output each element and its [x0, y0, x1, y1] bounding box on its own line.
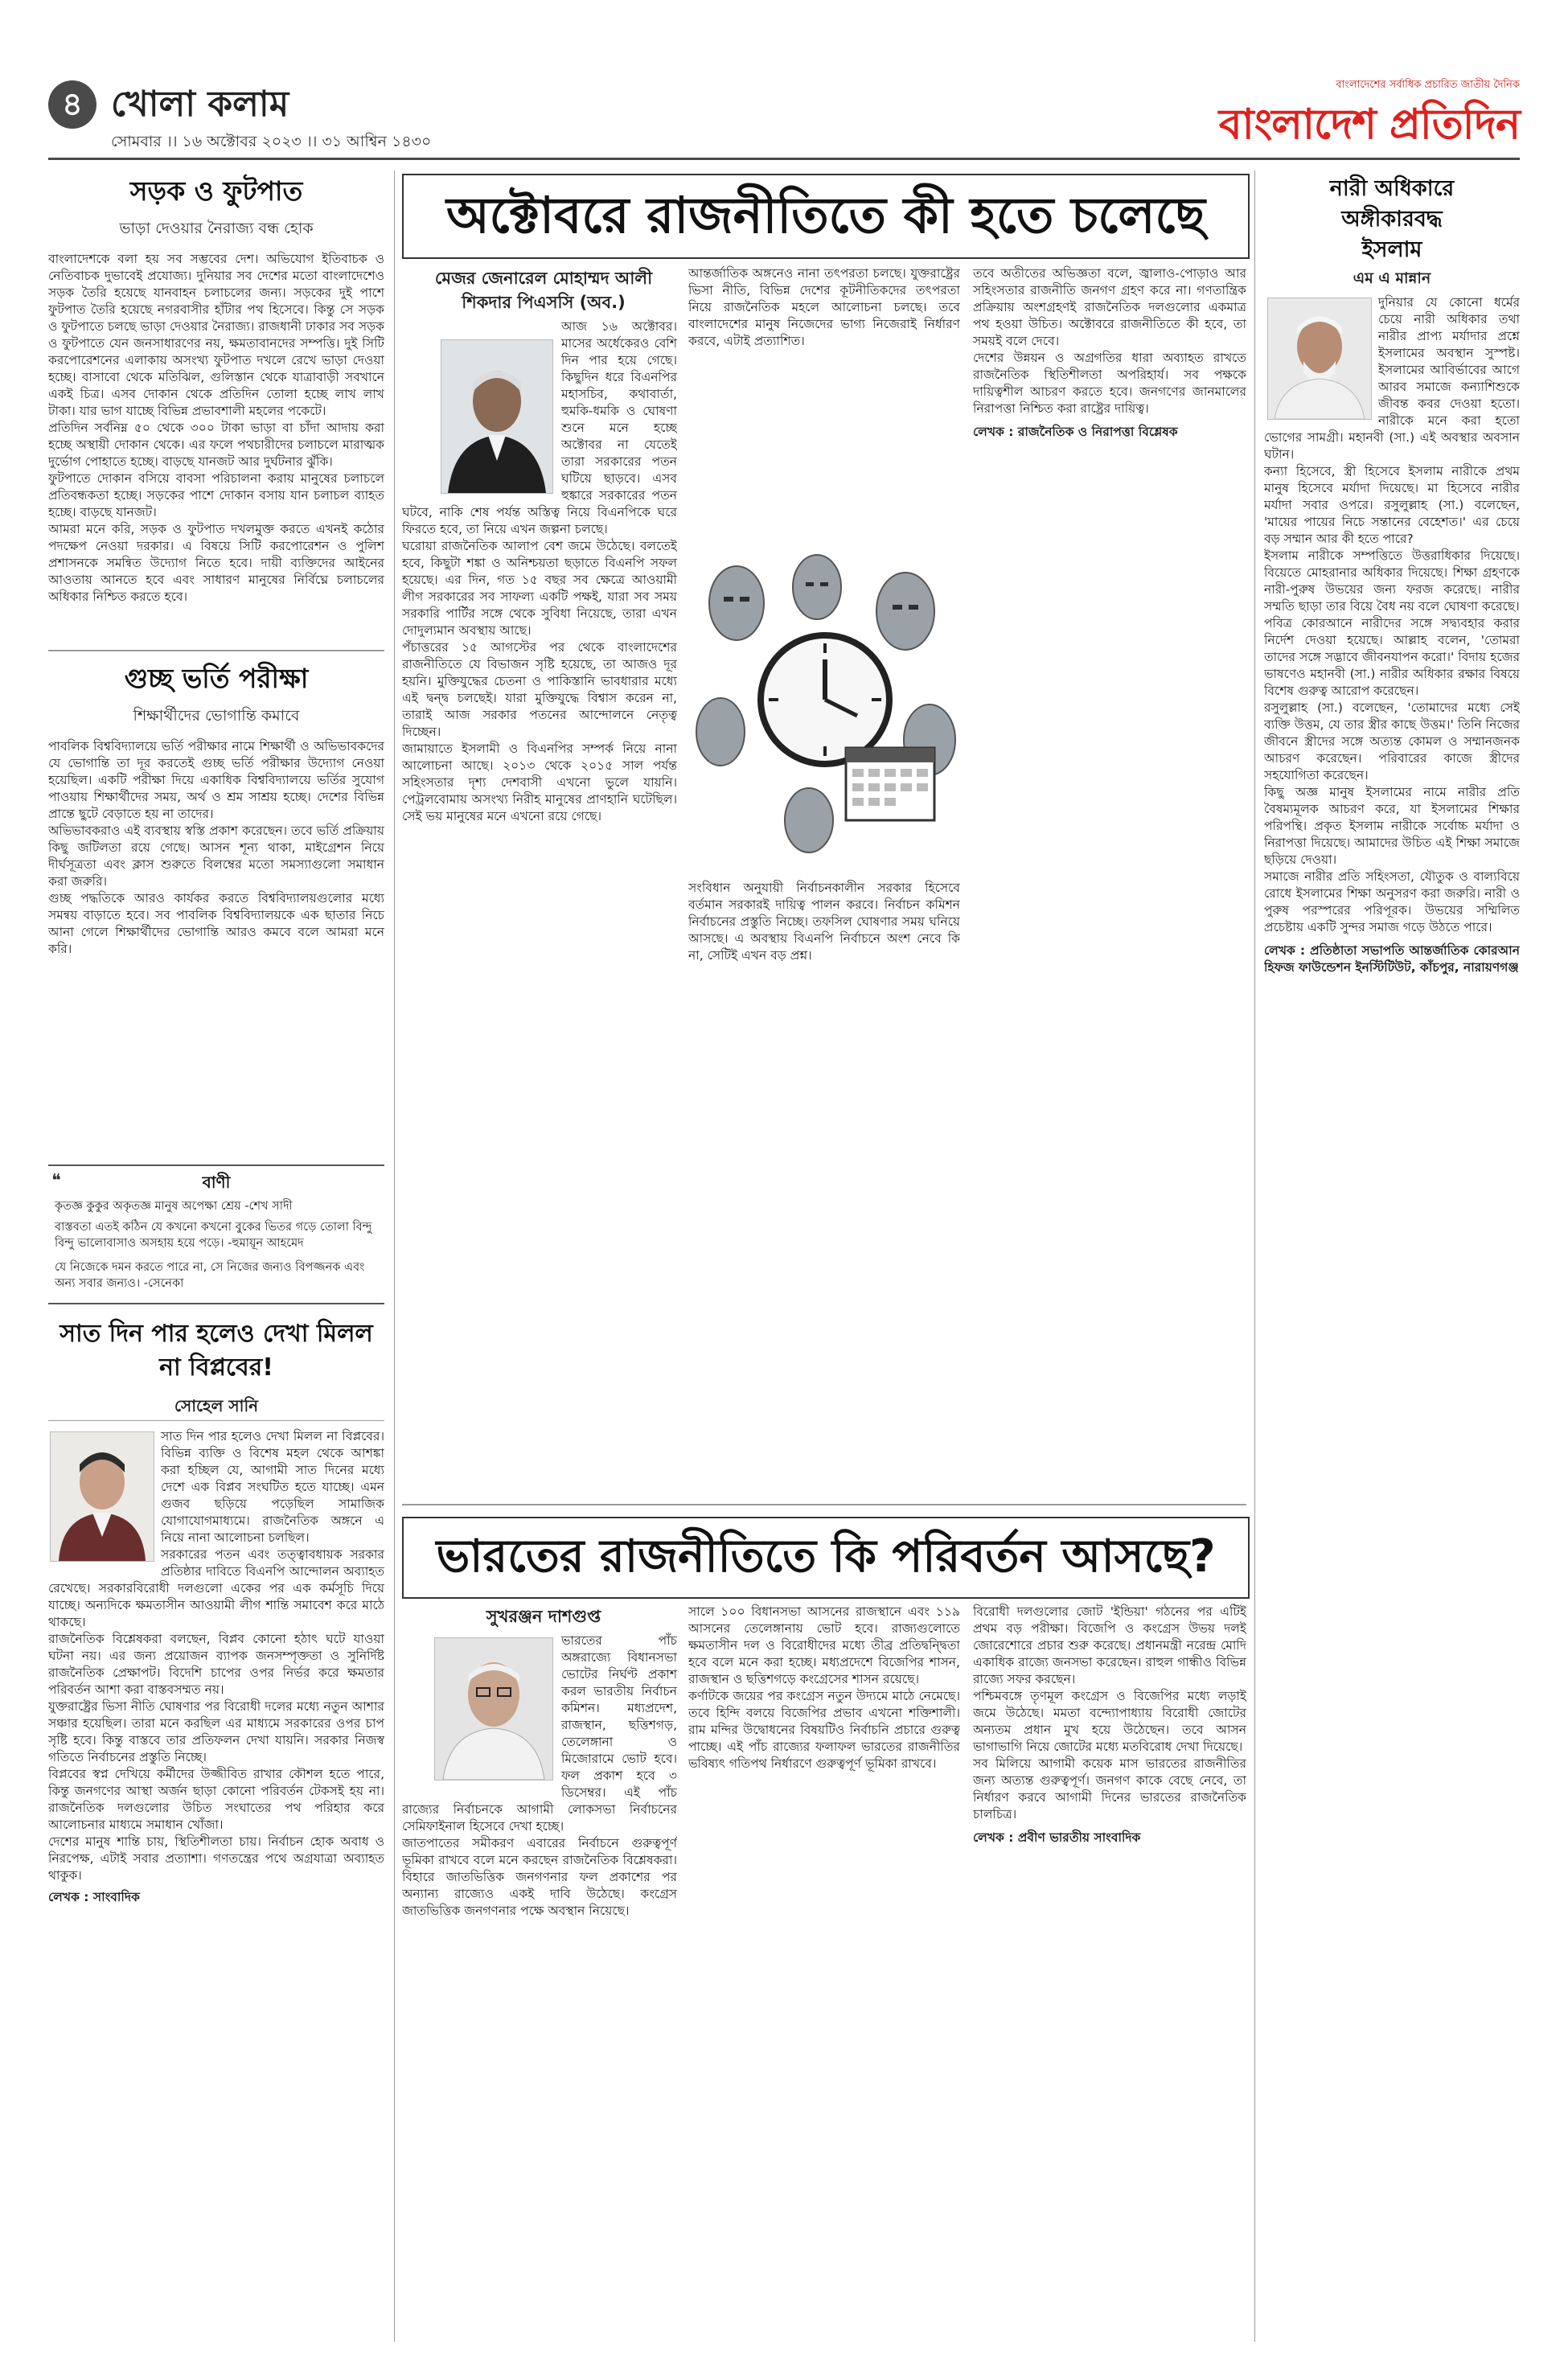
article-paragraph: আন্তর্জাতিক অঙ্গনেও নানা তৎপরতা চলছে। যুক্তরাষ্ট্রের ভিসা নীতি, বিভিন্ন দেশের কূটনীতিকদের তৎপরতা নিয়ে রাজনৈতিক মহলে আলোচনা চলছে। তবে বাংলাদেশের মানুষ নিজেদের ভাগ্য নিজেরাই নির্ধারণ করবে, এটাই প্রত্যাশিত।: [688, 266, 960, 348]
main-headline: অক্টোবরে রাজনীতিতে কী হতে চলেছে: [445, 186, 1206, 244]
article-paragraph: সব মিলিয়ে আগামী কয়েক মাস ভারতের রাজনীতির জন্য অত্যন্ত গুরুত্বপূর্ণ। জনগণ কাকে বেছে নেবে, তা নির্ধারণ করবে আগামী দিনের ভারতের রাজনৈতিক চালচিত্র।: [973, 1756, 1246, 1822]
article-paragraph: কন্যা হিসেবে, স্ত্রী হিসেবে ইসলাম নারীকে প্রথম মানুষ হিসেবে মর্যাদা দিয়েছে। মা হিসেবে নারীর মর্যাদা সবার ওপরে। রসুলুল্লাহ (সা.) বলেছেন, 'মায়ের পায়ের নিচে সন্তানের বেহেশত।' এর চেয়ে বড় সম্মান আর কী হতে পারে?: [1264, 464, 1520, 546]
illustration: [688, 547, 962, 869]
column-divider: [394, 170, 395, 2342]
article-paragraph: কর্ণাটকে জয়ের পর কংগ্রেস নতুন উদ্যমে মাঠে নেমেছে। তবে হিন্দি বলয়ে বিজেপির প্রভাব এখনো শক্তিশালী। রাম মন্দির উদ্বোধনের বিষয়টিও নির্বাচনি প্রচারে গুরুত্ব পাচ্ছে। এই পাঁচ রাজ্যের ফলাফল ভারতের রাজনীতির ভবিষ্যৎ গতিপথ নির্ধারণে গুরুত্বপূর্ণ ভূমিকা রাখবে।: [688, 1689, 960, 1771]
editorial-paragraph: প্রতিদিন সর্বনিম্ন ৫০ থেকে ৩০০ টাকা ভাড়া বা চাঁদা আদায় করা হচ্ছে অস্থায়ী দোকান থেকে। এর ফলে পথচারীদের চলাচলে মারাত্মক দুর্ভোগ পোহাতে হচ্ছে। বাড়ছে যানজট আর দুর্ঘটনার ঝুঁকি।: [48, 421, 384, 469]
date-line: সোমবার ।। ১৬ অক্টোবর ২০২৩ ।। ৩১ আশ্বিন ১৪৩০: [111, 133, 432, 150]
article-paragraph: বিরোধী দলগুলোর জোট 'ইন্ডিয়া' গঠনের পর এটিই প্রথম বড় পরীক্ষা। বিজেপি ও কংগ্রেস উভয় দলই জোরেশোরে প্রচার শুরু করেছে। প্রধানমন্ত্রী নরেন্দ্র মোদি একাধিক রাজ্যে জনসভা করেছেন। রাহুল গান্ধীও বিভিন্ন রাজ্যে সফর করছেন।: [973, 1604, 1246, 1686]
second-author: সুখরঞ্জন দাশগুপ্ত: [486, 1607, 601, 1626]
article-paragraph: পঁচাত্তরের ১৫ আগস্টের পর থেকে বাংলাদেশের রাজনীতিতে যে বিভাজন সৃষ্টি হয়েছে, তা আজও দূর হয়নি। মুক্তিযুদ্ধের চেতনা ও পাকিস্তানি ভাবধারার মধ্যে এই দ্বন্দ্ব চলছেই। যারা মুক্তিযুদ্ধে বিশ্বাস করেন না, তারাই আজ সরকার পতনের আন্দোলনে নেতৃত্ব দিচ্ছেন।: [402, 640, 677, 739]
quote-label: বাণী: [202, 1173, 231, 1192]
quote-box: [48, 1164, 384, 1304]
second-headline: ভারতের রাজনীতিতে কি পরিবর্তন আসছে?: [436, 1530, 1216, 1583]
main-article-col-2: [688, 265, 960, 539]
article-paragraph: সালে ১০০ বিধানসভা আসনের রাজস্থানে এবং ১১৯ আসনের তেলেঙ্গানায় ভোট হবে। রাজ্যগুলোতে ক্ষমতাসীন দল ও বিরোধীদের মধ্যে তীব্র প্রতিদ্বন্দ্বিতা হবে বলে মনে করা হচ্ছে। মধ্যপ্রদেশে বিজেপির শাসন, রাজস্থান ও ছত্তিশগড়ে কংগ্রেসের শাসন রয়েছে।: [688, 1604, 960, 1686]
article-paragraph: ভারতের পাঁচ অঙ্গরাজ্যে বিধানসভা ভোটের নির্ঘণ্ট প্রকাশ করল ভারতীয় নির্বাচন কমিশন। মধ্যপ্রদেশ, রাজস্থান, ছত্তিশগড়, তেলেঙ্গানা ও মিজোরামে ভোট হবে। ফল প্রকাশ হবে ৩ ডিসেম্বর। এই পাঁচ রাজ্যের নির্বাচনকে আগামী লোকসভা নির্বাচনের সেমিফাইনাল হিসেবে দেখা হচ্ছে।: [402, 1633, 677, 1834]
islam-title-3: ইসলাম: [1361, 237, 1422, 262]
main-author-line-1: মেজর জেনারেল মোহাম্মদ আলী: [434, 269, 653, 288]
second-article-col-1: [402, 1633, 677, 2332]
quote-icon: ❝: [51, 1171, 61, 1191]
article-paragraph: ঘরোয়া রাজনৈতিক আলাপ বেশ জমে উঠেছে। বলতেই হবে, কিছুটা শঙ্কা ও অনিশ্চয়তা ছড়াতে বিএনপি সফল হয়েছে। এর দিন, গত ১৫ বছর সব ক্ষেত্রে আওয়ামী লীগ সরকারের সব সাফল্য একটি পক্ষই, যারা সব সময় সরকারি পার্টির সঙ্গে থেকে সুবিধা নিয়েছে, তারা এখন দোদুল্যমান অবস্থায় আছে।: [402, 539, 677, 638]
second-article-col-2: [688, 1604, 960, 2332]
divider: [48, 650, 384, 651]
paper-name: বাংলাদেশ প্রতিদিন: [1218, 101, 1520, 149]
islam-article-body: [1264, 294, 1520, 2337]
author-note: লেখক : প্রতিষ্ঠাতা সভাপতি আন্তর্জাতিক কোরআন হিফজ ফাউন্ডেশন ইনস্টিটিউট, কাঁচপুর, নারায়ণগঞ্জ: [1264, 943, 1520, 975]
editorial-subtitle: ভাড়া দেওয়ার নৈরাজ্য বন্ধ হোক: [119, 220, 314, 237]
article-paragraph: পশ্চিমবঙ্গে তৃণমূল কংগ্রেস ও বিজেপির মধ্যে লড়াই জমে উঠেছে। মমতা বন্দ্যোপাধ্যায় বিরোধী জোটের অন্যতম প্রধান মুখ হয়ে উঠেছেন। তবে আসন ভাগাভাগি নিয়ে জোটের মধ্যে মতবিরোধ দেখা দিয়েছে।: [973, 1689, 1246, 1754]
article-paragraph: আজ ১৬ অক্টোবর। মাসের অর্ধেকেরও বেশি দিন পার হয়ে গেছে। কিছুদিন ধরে বিএনপির মহাসচিব, কথাবার্তা, হুমকি-ধমকি ও ঘোষণা শুনে মনে হচ্ছে অক্টোবর না যেতেই তারা সরকারের পতন ঘটিয়ে ছাড়বে। এসব হুঙ্কারে সরকারের পতন ঘটবে, নাকি শেষ পর্যন্ত অস্তিত্ব নিয়ে বিএনপিকে ঘরে ফিরতে হবে, তা নিয়ে এখন জল্পনা চলছে।: [402, 319, 677, 536]
photo-wrap-spacer: [48, 1428, 161, 1567]
editorial-paragraph: আমরা মনে করি, সড়ক ও ফুটপাত দখলমুক্ত করতে এখনই কঠোর পদক্ষেপ নেওয়া দরকার। এ বিষয়ে সিটি করপোরেশন ও পুলিশ প্রশাসনকে সমন্বিত উদ্যোগ নিতে হবে। দায়ী ব্যক্তিদের আইনের আওতায় আনতে হবে এবং সাধারণ মানুষের নির্বিঘ্নে চলাচলের অধিকার নিশ্চিত করতে হবে।: [48, 522, 384, 604]
article-paragraph: রাজনৈতিক বিশ্লেষকরা বলছেন, বিপ্লব কোনো হঠাৎ ঘটে যাওয়া ঘটনা নয়। এর জন্য প্রয়োজন ব্যাপক জনসম্পৃক্ততা ও সুনির্দিষ্ট রাজনৈতিক প্রেক্ষাপট। বিদেশি চাপের ওপর নির্ভর করে ক্ষমতার পরিবর্তন আশা করা বাস্তবসম্মত নয়।: [48, 1632, 384, 1697]
islam-author: এম এ মান্নান: [1353, 269, 1431, 287]
editorial-title: সড়ক ও ফুটপাত: [129, 175, 303, 207]
article-paragraph: সরকারের পতন এবং তত্ত্বাবধায়ক সরকার প্রতিষ্ঠার দাবিতে বিএনপি আন্দোলন অব্যাহত রেখেছে। সরকারবিরোধী দলগুলো একের পর এক কর্মসূচি দিয়ে যাচ্ছে। অন্যদিকে ক্ষমতাসীন আওয়ামী লীগ শান্তি সমাবেশ করে মাঠে থাকছে।: [48, 1547, 384, 1629]
page-number-badge: [48, 80, 96, 129]
islam-title-2: অঙ্গীকারবদ্ধ: [1341, 207, 1443, 232]
article-sohel-title: সাত দিন পার হলেও দেখা মিলল না বিপ্লবের!: [60, 1320, 373, 1382]
second-headline-box: [402, 1517, 1250, 1599]
article-paragraph: দেশের উন্নয়ন ও অগ্রগতির ধারা অব্যাহত রাখতে রাজনৈতিক স্থিতিশীলতা অপরিহার্য। সব পক্ষকে দায়িত্বশীল আচরণ করতে হবে। জনগণের জানমালের নিরাপত্তা নিশ্চিত করা রাষ্ট্রের দায়িত্ব।: [973, 351, 1246, 416]
article-paragraph: রসুলুল্লাহ (সা.) বলেছেন, 'তোমাদের মধ্যে সেই ব্যক্তি উত্তম, যে তার স্ত্রীর কাছে উত্তম।' তিনি নিজের জীবনে স্ত্রীদের সঙ্গে অত্যন্ত কোমল ও সম্মানজনক আচরণ করেছেন। পরিবারের কাজে স্ত্রীদের সহযোগিতা করেছেন।: [1264, 700, 1520, 782]
author-note: লেখক : রাজনৈতিক ও নিরাপত্তা বিশ্লেষক: [973, 425, 1178, 439]
main-article-col-1: [402, 318, 677, 1496]
divider: [402, 1504, 1246, 1505]
article-sohel-body: [48, 1428, 384, 2337]
article-paragraph: যুক্তরাষ্ট্রের ভিসা নীতি ঘোষণার পর বিরোধী দলের মধ্যে নতুন আশার সঞ্চার হয়েছিল। তারা মনে করছিল এর মাধ্যমে সরকারের ওপর চাপ সৃষ্টি হবে। কিন্তু বাস্তবে তার প্রতিফলন দেখা যায়নি। সরকার নিজস্ব গতিতে নির্বাচনের প্রস্তুতি নিচ্ছে।: [48, 1699, 384, 1764]
editorial-subtitle: শিক্ষার্থীদের ভোগান্তি কমাবে: [133, 707, 300, 725]
quote-line: যে নিজেকে দমন করতে পারে না, সে নিজের জন্যও বিপজ্জনক এবং অন্য সবার জন্যও। -সেনেকা: [55, 1261, 365, 1290]
article-paragraph: দুনিয়ার যে কোনো ধর্মের চেয়ে নারী অধিকার তথা নারীর প্রাপ্য মর্যাদার প্রশ্নে ইসলামের অবস্থান সুস্পষ্ট। ইসলামের আবির্ভাবের আগে আরব সমাজে কন্যাশিশুকে জীবন্ত কবর দেওয়া হতো। নারীকে মনে করা হতো ভোগের সামগ্রী। মহানবী (সা.) এই অবস্থার অবসান ঘটান।: [1264, 295, 1520, 462]
editorial-guchchho: [48, 658, 384, 1156]
article-sohel-author: সোহেল সানি: [174, 1396, 259, 1415]
photo-wrap-spacer: [402, 318, 561, 500]
article-paragraph: জামায়াতে ইসলামী ও বিএনপির সম্পর্ক নিয়ে নানা আলোচনা আছে। ২০১৩ থেকে ২০১৫ সাল পর্যন্ত সহিংসতার দৃশ্য দেশবাসী এখনো ভুলে যায়নি। পেট্রলবোমায় অসংখ্য নিরীহ মানুষের প্রাণহানি ঘটেছিল। সেই ভয় মানুষের মনে এখনো রয়ে গেছে।: [402, 741, 677, 824]
masks-clock-illustration: [688, 547, 962, 869]
main-headline-box: [402, 174, 1250, 259]
article-paragraph: দেশের মানুষ শান্তি চায়, স্থিতিশীলতা চায়। নির্বাচন হোক অবাধ ও নিরপেক্ষ, এটাই সবার প্রত্যাশা। গণতন্ত্রের পথে অগ্রযাত্রা অব্যাহত থাকুক।: [48, 1834, 384, 1883]
editorial-paragraph: গুচ্ছ পদ্ধতিকে আরও কার্যকর করতে বিশ্ববিদ্যালয়গুলোর মধ্যে সমন্বয় বাড়াতে হবে। সব পাবলিক বিশ্ববিদ্যালয়কে এক ছাতার নিচে আনা গেলে শিক্ষার্থীদের ভোগান্তি আরও কমবে বলে আমরা মনে করি।: [48, 891, 384, 956]
column-divider: [1254, 170, 1255, 2342]
article-paragraph: জাতপাতের সমীকরণ এবারের নির্বাচনে গুরুত্বপূর্ণ ভূমিকা রাখবে বলে মনে করছেন রাজনৈতিক বিশ্লেষকরা। বিহারে জাতভিত্তিক জনগণনার ফল প্রকাশের পর অন্যান্য রাজ্যেও একই দাবি উঠেছে। কংগ্রেস জাতভিত্তিক জনগণনার পক্ষে অবস্থান নিয়েছে।: [402, 1836, 677, 1918]
article-paragraph: সাত দিন পার হলেও দেখা মিলল না বিপ্লবের। বিভিন্ন ব্যক্তি ও বিশেষ মহল থেকে আশঙ্কা করা হচ্ছিল যে, আগামী সাত দিনের মধ্যে দেশে এক বিপ্লব সংঘটিত হতে যাচ্ছে। এমন গুজব ছড়িয়ে পড়েছিল সামাজিক যোগাযোগমাধ্যমে। রাজনৈতিক অঙ্গনে এ নিয়ে নানা আলোচনা চলছিল।: [161, 1429, 384, 1545]
second-article-col-3: [973, 1604, 1246, 2332]
article-paragraph: তবে অতীতের অভিজ্ঞতা বলে, জ্বালাও-পোড়াও আর সহিংসতার রাজনীতি জনগণ গ্রহণ করে না। গণতান্ত্রিক প্রক্রিয়ায় অংশগ্রহণই রাজনৈতিক দলগুলোর একমাত্র পথ হওয়া উচিত। অক্টোবরে রাজনীতিতে কী হবে, তা সময়ই বলে দেবে।: [973, 266, 1246, 348]
article-paragraph: সংবিধান অনুযায়ী নির্বাচনকালীন সরকার হিসেবে বর্তমান সরকারই দায়িত্ব পালন করবে। নির্বাচন কমিশন নির্বাচনের প্রস্তুতি নিচ্ছে। তফসিল ঘোষণার সময় ঘনিয়ে আসছে। এ অবস্থায় বিএনপি নির্বাচনে অংশ নেবে কি না, সেটিই এখন বড় প্রশ্ন।: [688, 881, 960, 963]
article-paragraph: বিপ্লবের স্বপ্ন দেখিয়ে কর্মীদের উজ্জীবিত রাখার কৌশল হতে পারে, কিন্তু জনগণের আস্থা অর্জন ছাড়া কোনো পরিবর্তন টেকসই হয় না। রাজনৈতিক দলগুলোর উচিত সংঘাতের পথ পরিহার করে আলোচনার মাধ্যমে সমাধান খোঁজা।: [48, 1767, 384, 1832]
author-note: লেখক : সাংবাদিক: [48, 1890, 140, 1904]
author-note: লেখক : প্রবীণ ভারতীয় সাংবাদিক: [973, 1830, 1141, 1845]
section-name: খোলা কলাম: [111, 84, 289, 125]
divider: [48, 1420, 384, 1421]
islam-title-1: নারী অধিকারে: [1329, 176, 1455, 201]
article-paragraph: কিছু অজ্ঞ মানুষ ইসলামের নামে নারীর প্রতি বৈষম্যমূলক আচরণ করে, যা ইসলামের শিক্ষার পরিপন্থি। প্রকৃত ইসলাম নারীকে সর্বোচ্চ মর্যাদা ও নিরাপত্তা দিয়েছে। আমাদের উচিত এই শিক্ষা সমাজে ছড়িয়ে দেওয়া।: [1264, 785, 1520, 867]
masthead-divider: [48, 158, 1520, 160]
article-paragraph: সমাজে নারীর প্রতি সহিংসতা, যৌতুক ও বাল্যবিয়ে রোধে ইসলামের শিক্ষা অনুসরণ করা জরুরি। নারী ও পুরুষ পরস্পরের পরিপূরক। উভয়ের সম্মিলিত প্রচেষ্টায় একটি সুন্দর সমাজ গড়ে উঠতে পারে।: [1264, 869, 1520, 934]
article-paragraph: ইসলাম নারীকে সম্পত্তিতে উত্তরাধিকার দিয়েছে। বিয়েতে মোহরানার অধিকার দিয়েছে। শিক্ষা গ্রহণকে নারী-পুরুষ উভয়ের জন্য ফরজ করেছে। নারীর সম্মতি ছাড়া তার বিয়ে বৈধ নয় বলে ঘোষণা করেছে।: [1264, 548, 1520, 614]
quote-line: কৃতজ্ঞ কুকুর অকৃতজ্ঞ মানুষ অপেক্ষা শ্রেয় -শেখ সাদী: [55, 1200, 293, 1213]
main-article-col-2b: [688, 880, 960, 1496]
editorial-title: গুচ্ছ ভর্তি পরীক্ষা: [124, 663, 309, 694]
photo-wrap-spacer: [402, 1633, 561, 1787]
editorial-paragraph: পাবলিক বিশ্ববিদ্যালয়ে ভর্তি পরীক্ষার নামে শিক্ষার্থী ও অভিভাবকদের যে ভোগান্তি তা দূর করতেই গুচ্ছ ভর্তি পরীক্ষার উদ্যোগ নেওয়া হয়েছিল। একটি পরীক্ষা দিয়ে একাধিক বিশ্ববিদ্যালয়ে ভর্তির সুযোগ পাওয়ায় শিক্ষার্থীদের সময়, অর্থ ও শ্রম সাশ্রয় হচ্ছে। দেশের বিভিন্ন প্রান্তে ছুটে বেড়াতে হয় না তাদের।: [48, 739, 384, 821]
editorial-paragraph: অভিভাবকরাও এই ব্যবস্থায় স্বস্তি প্রকাশ করেছেন। তবে ভর্তি প্রক্রিয়ায় কিছু জটিলতা রয়ে গেছে। আসন শূন্য থাকা, মাইগ্রেশন নিয়ে দীর্ঘসূত্রতা এবং ক্লাস শুরুতে বিলম্বের মতো সমস্যাগুলো সমাধান করা জরুরি।: [48, 824, 384, 889]
editorial-sarak: [48, 170, 384, 642]
masthead: [48, 77, 1520, 158]
photo-wrap-spacer: [1264, 294, 1378, 423]
editorial-paragraph: বাংলাদেশকে বলা হয় সব সম্ভবের দেশ। অভিযোগ ইতিবাচক ও নেতিবাচক দুভাবেই প্রযোজ্য। দুনিয়ার সব দেশের মতো বাংলাদেশেও সড়ক তৈরি হয়েছে যানবাহন চলাচলের জন্য। সড়কের দুই পাশে ফুটপাত তৈরি হয়েছে নগরবাসীর হাঁটার পথ হিসেবে। কিন্তু সে সড়ক ও ফুটপাতে চলছে ভাড়া দেওয়ার নৈরাজ্য। রাজধানী ঢাকার সব সড়ক ও ফুটপাতে যেন জনসাধারণের নয়, ক্ষমতাবানদের সম্পত্তি। দুই সিটি করপোরেশনের এলাকায় অসংখ্য ফুটপাত দখলে রেখে ভাড়া দেওয়া হচ্ছে। বাসাবো থেকে মতিঝিল, গুলিস্তান থেকে যাত্রাবাড়ী সবখানে একই চিত্র। এসব দোকান থেকে প্রতিদিন তোলা হচ্ছে লাখ লাখ টাকা। যার ভাগ যাচ্ছে বিভিন্ন প্রভাবশালী মহলের পকেটে।: [48, 252, 384, 418]
main-author-line-2: শিকদার পিএসসি (অব.): [462, 293, 626, 312]
paper-tagline: বাংলাদেশের সর্বাধিক প্রচারিত জাতীয় দৈনিক: [1336, 79, 1520, 91]
editorial-paragraph: ফুটপাতে দোকান বসিয়ে বাবসা পরিচালনা করায় মানুষের চলাচলে প্রতিবন্ধকতা হচ্ছে। সড়কের পাশে দোকান বসায় যান চলাচল ব্যাহত হচ্ছে। বাড়ছে যানজট।: [48, 471, 384, 520]
quote-line: বাস্তবতা এতই কঠিন যে কখনো কখনো বুকের ভিতর গড়ে তোলা বিন্দু বিন্দু ভালোবাসাও অসহায় হয়ে পড়ে। -হুমায়ূন আহমেদ: [55, 1221, 372, 1250]
main-article-col-3: [973, 265, 1246, 1496]
page-number: ৪: [62, 86, 83, 123]
article-paragraph: পবিত্র কোরআনে নারীদের সঙ্গে সদ্ব্যবহার করার নির্দেশ দেওয়া হয়েছে। আল্লাহ বলেন, 'তোমরা তাদের সঙ্গে সদ্ভাবে জীবনযাপন করো।' বিদায় হজের ভাষণেও মহানবী (সা.) নারীর অধিকার রক্ষার বিষয়ে বিশেষ গুরুত্ব আরোপ করেছেন।: [1264, 616, 1520, 698]
